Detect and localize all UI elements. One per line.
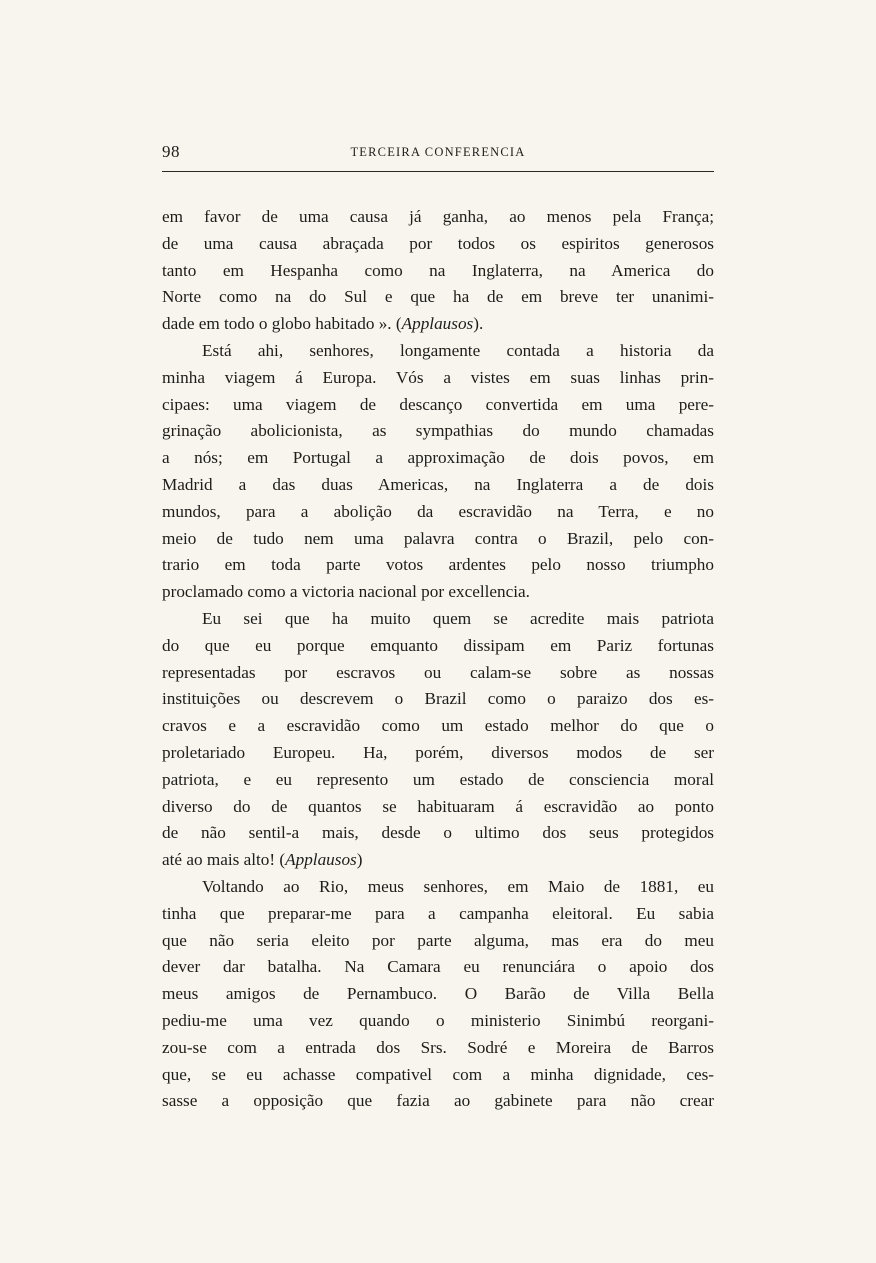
- text-line: em favor de uma causa já ganha, ao menos pela França;: [162, 207, 714, 226]
- page-number: 98: [162, 142, 180, 161]
- text-line: meus amigos de Pernambuco. O Barão de Villa Bella: [162, 984, 714, 1004]
- text-line: de uma causa abraçada por todos os espiritos generosos: [162, 233, 714, 253]
- text-line: [162, 311, 714, 338]
- text-line: tanto em Hespanha como na Inglaterra, na America do: [162, 260, 714, 280]
- running-head: [162, 142, 714, 168]
- text-line: que, se eu achasse compativel com a minha dignidade, ces-: [162, 1064, 714, 1084]
- text-line: Está ahi, senhores, longamente contada a historia da: [202, 340, 714, 360]
- text-line: mundos, para a abolição da escravidão na Terra, e no: [162, 501, 714, 521]
- text-line: instituições ou descrevem o Brazil como o paraizo dos es-: [162, 689, 714, 709]
- text-line: proclamado como a victoria nacional por excellencia.: [162, 582, 530, 602]
- text-line: a nós; em Portugal a approximação de dois povos, em: [162, 448, 714, 468]
- body-text: [162, 204, 714, 1115]
- header-rule: [162, 171, 714, 172]
- paragraph-4: [162, 874, 714, 1115]
- text-line: do que eu porque emquanto dissipam em Pariz fortunas: [162, 635, 714, 655]
- applause-note: Applausos: [401, 314, 474, 334]
- text-line: representadas por escravos ou calam-se sobre as nossas: [162, 662, 714, 682]
- text-line: Voltando ao Rio, meus senhores, em Maio de 1881, eu: [202, 876, 714, 896]
- text-line: Norte como na do Sul e que ha de em breve ter unanimi-: [162, 287, 714, 307]
- text-line: grinação abolicionista, as sympathias do mundo chamadas: [162, 421, 714, 441]
- text-line: patriota, e eu represento um estado de consciencia moral: [162, 769, 714, 789]
- text-line: de não sentil-a mais, desde o ultimo dos seus protegidos: [162, 823, 714, 843]
- running-title: TERCEIRA CONFERENCIA: [350, 145, 526, 159]
- text-line: sasse a opposição que fazia ao gabinete para não crear: [162, 1091, 714, 1111]
- text-line: diverso do de quantos se habituaram á escravidão ao ponto: [162, 796, 714, 816]
- text-line: Eu sei que ha muito quem se acredite mais patriota: [202, 608, 714, 628]
- text-line: trario em toda parte votos ardentes pelo nosso triumpho: [162, 555, 714, 575]
- text-line: minha viagem á Europa. Vós a vistes em suas linhas prin-: [162, 367, 714, 387]
- line-text: até ao mais alto! (: [162, 850, 286, 870]
- text-line: cipaes: uma viagem de descanço convertida em uma pere-: [162, 394, 714, 414]
- text-line: cravos e a escravidão como um estado melhor do que o: [162, 716, 714, 736]
- text-line: proletariado Europeu. Ha, porém, diversos modos de ser: [162, 742, 714, 762]
- text-line: que não seria eleito por parte alguma, mas era do meu: [162, 930, 714, 950]
- text-line: Madrid a das duas Americas, na Inglaterra a de dois: [162, 474, 714, 494]
- paragraph-2: [162, 338, 714, 606]
- paragraph-3: [162, 606, 714, 874]
- line-text: dade em todo o globo habitado ». (: [162, 314, 402, 334]
- text-line: meio de tudo nem uma palavra contra o Brazil, pelo con-: [162, 528, 714, 548]
- text-line: tinha que preparar-me para a campanha eleitoral. Eu sabia: [162, 903, 714, 923]
- text-line: dever dar batalha. Na Camara eu renunciára o apoio dos: [162, 957, 714, 977]
- text-line: [162, 847, 714, 874]
- text-line: zou-se com a entrada dos Srs. Sodré e Moreira de Barros: [162, 1037, 714, 1057]
- line-tail: ): [356, 850, 363, 870]
- applause-note: Applausos: [285, 850, 357, 870]
- paragraph-1: [162, 204, 714, 338]
- text-line: pediu-me uma vez quando o ministerio Sinimbú reorgani-: [162, 1010, 714, 1030]
- line-tail: ).: [473, 314, 484, 334]
